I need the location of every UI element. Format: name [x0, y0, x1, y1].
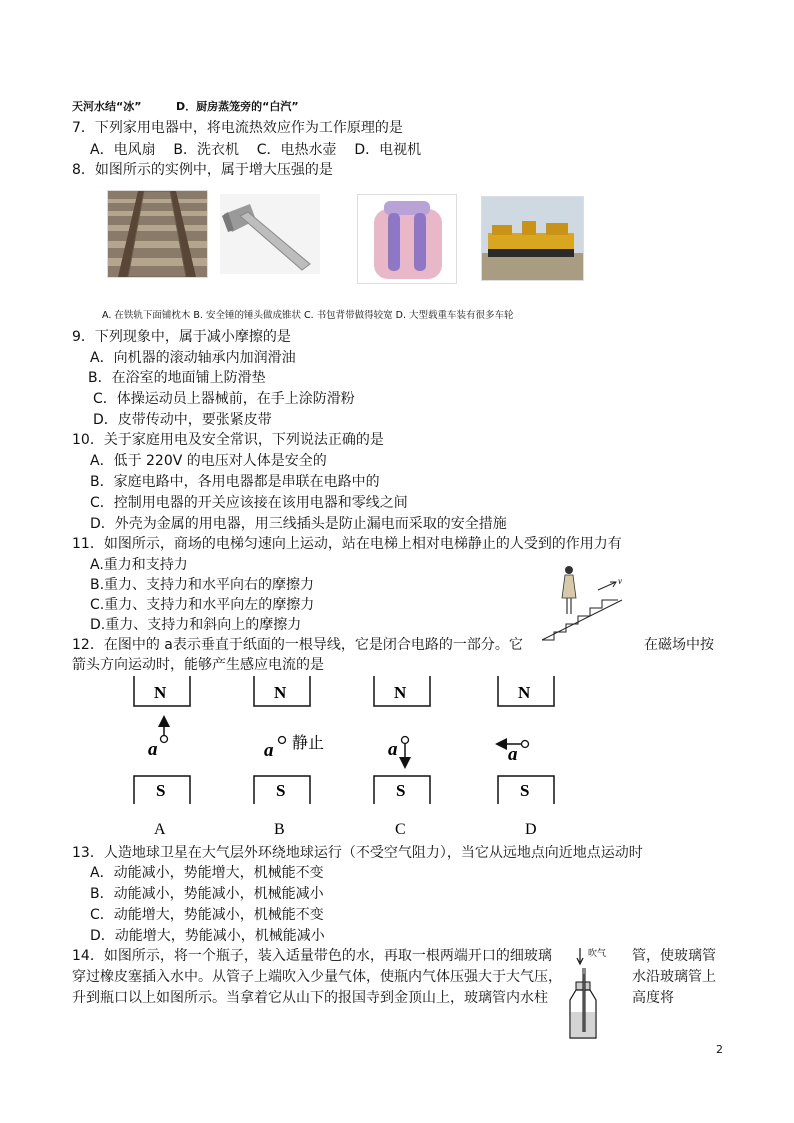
q8-caption: A. 在铁轨下面铺枕木 B. 安全锤的锤头做成锥状 C. 书包背带做得较宽 D. 大型载重车装有很多车轮	[102, 310, 514, 321]
pole-n-c: N	[394, 683, 407, 702]
q10-option-b: B．家庭电路中，各用电器都是串联在电路中的	[90, 474, 380, 490]
q8-stem: 8．如图所示的实例中，属于增大压强的是	[72, 162, 333, 178]
option-label-c: C	[395, 821, 406, 838]
q12-line1-a: 12．在图中的 a表示垂直于纸面的一根导线，它是闭合电路的一部分。它	[72, 637, 523, 653]
pole-n-d: N	[518, 683, 531, 702]
q11-option-a: A.重力和支持力	[90, 557, 188, 573]
escalator-figure	[538, 560, 630, 644]
q7-stem: 7．下列家用电器中，将电流热效应作为工作原理的是	[72, 120, 403, 136]
q10-option-c: C．控制用电器的开关应该接在该用电器和零线之间	[90, 495, 408, 511]
wire-c-label: a	[388, 739, 398, 760]
q7-options: A．电风扇 B．洗衣机 C．电热水壶 D．电视机	[90, 142, 422, 158]
still-label: 静止	[292, 735, 325, 752]
wire-b-label: a	[264, 740, 274, 761]
q9-option-d: D．皮带传动中，要张紧皮带	[93, 412, 272, 428]
q13-option-b: B．动能减小，势能减小，机械能减小	[90, 886, 324, 902]
q13-option-c: C．动能增大，势能减小，机械能不变	[90, 907, 324, 923]
q11-option-d: D.重力、支持力和斜向上的摩擦力	[90, 617, 302, 633]
pole-s-a: S	[156, 781, 166, 800]
top-line-left: 天河水结“冰”	[72, 100, 142, 113]
wire-b-dot	[279, 737, 286, 744]
wire-a-label: a	[148, 739, 158, 760]
q13-option-d: D．动能增大，势能减小，机械能减小	[90, 928, 325, 944]
q14-line2-a: 穿过橡皮塞插入水中。从管子上端吹入少量气体，使瓶内气体压强大于大气压，	[72, 969, 562, 985]
q10-option-d: D．外壳为金属的用电器，用三线插头是防止漏电而采取的安全措施	[90, 516, 507, 532]
school-bag-image	[357, 194, 457, 284]
q12-line2: 箭头方向运动时，能够产生感应电流的是	[72, 657, 324, 673]
railway-sleepers-image	[107, 190, 208, 278]
wire-d-dot	[522, 741, 529, 748]
q11-stem: 11．如图所示，商场的电梯匀速向上运动，站在电梯上相对电梯静止的人受到的作用力有	[72, 536, 622, 552]
velocity-label: v	[618, 576, 622, 586]
wire-a-dot	[161, 736, 168, 743]
heavy-truck-image	[481, 196, 584, 281]
safety-hammer-image	[220, 194, 320, 274]
option-label-d: D	[525, 821, 537, 838]
q9-option-c: C．体操运动员上器械前，在手上涂防滑粉	[93, 391, 355, 407]
q9-option-a: A．向机器的滚动轴承内加润滑油	[90, 350, 296, 366]
q14-line1-b: 管，使玻璃管	[632, 948, 716, 964]
q10-option-a: A．低于 220V 的电压对人体是安全的	[90, 453, 327, 469]
q9-option-b: B．在浴室的地面铺上防滑垫	[88, 370, 266, 386]
option-label-b: B	[274, 821, 285, 838]
blow-label: 吹气	[588, 948, 607, 958]
wire-d-label: a	[508, 744, 518, 765]
q14-line3-a: 升到瓶口以上如图所示。当拿着它从山下的报国寺到金顶山上，玻璃管内水柱	[72, 990, 548, 1006]
pole-s-d: S	[520, 781, 530, 800]
q9-stem: 9．下列现象中，属于减小摩擦的是	[72, 329, 291, 345]
q11-option-c: C.重力、支持力和水平向左的摩擦力	[90, 597, 315, 613]
q12-line1-b: 在磁场中按	[644, 637, 714, 653]
pole-s-b: S	[276, 781, 286, 800]
magnet-figures	[120, 672, 570, 840]
q14-line1-a: 14．如图所示，将一个瓶子，装入适量带色的水，再取一根两端开口的细玻璃	[72, 948, 552, 964]
q10-stem: 10．关于家庭用电及安全常识，下列说法正确的是	[72, 432, 384, 448]
q14-line2-b: 水沿玻璃管上	[632, 969, 716, 985]
q13-stem: 13．人造地球卫星在大气层外环绕地球运行（不受空气阻力），当它从远地点向近地点运动时	[72, 845, 643, 861]
pole-s-c: S	[396, 781, 406, 800]
q11-option-b: B.重力、支持力和水平向右的摩擦力	[90, 577, 315, 593]
pole-n-b: N	[274, 683, 287, 702]
q13-option-a: A．动能减小，势能增大，机械能不变	[90, 865, 324, 881]
bottle-figure	[562, 944, 622, 1044]
q14-line3-b: 高度将	[632, 990, 674, 1006]
wire-c-dot	[402, 737, 409, 744]
page-number: 2	[716, 1043, 723, 1056]
option-label-a: A	[154, 821, 166, 838]
pole-n-a: N	[154, 683, 167, 702]
person-figure	[562, 566, 576, 614]
top-line-right: D．厨房蒸笼旁的“白汽”	[176, 100, 299, 113]
